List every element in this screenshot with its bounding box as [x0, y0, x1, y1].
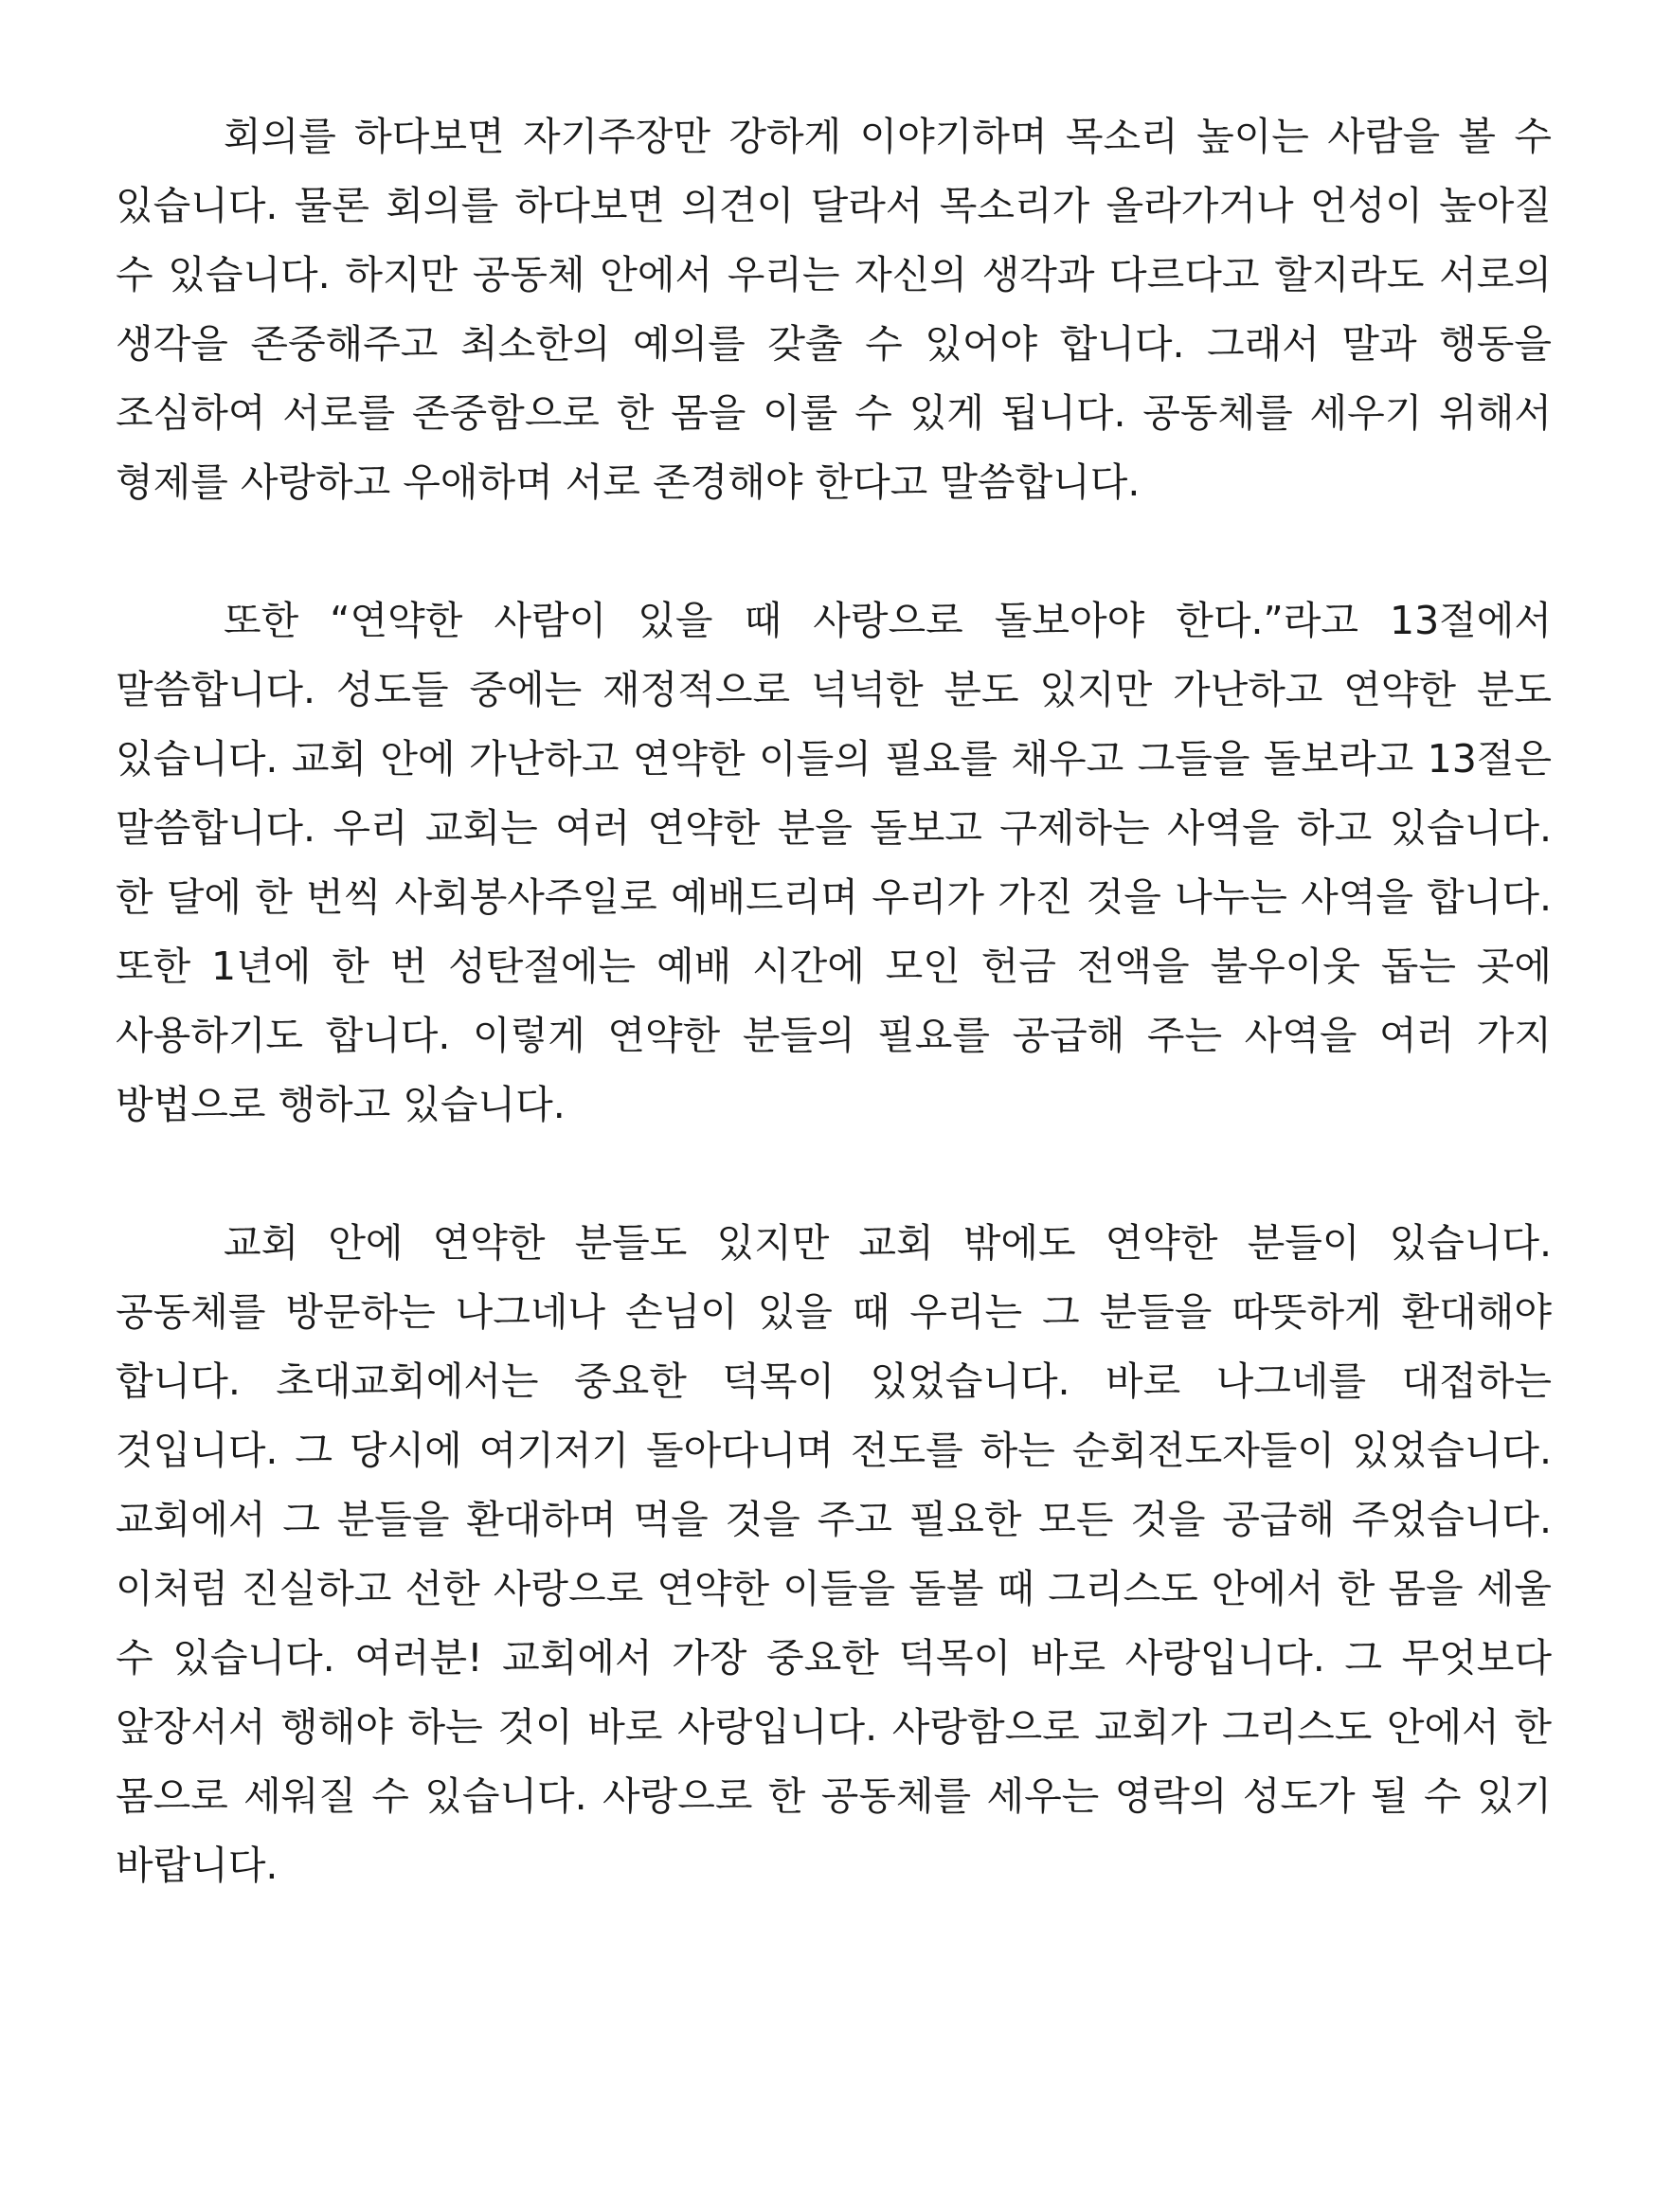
- paragraph-3: 교회 안에 연약한 분들도 있지만 교회 밖에도 연약한 분들이 있습니다. 공동체를 방문하는 나그네나 손님이 있을 때 우리는 그 분들을 따뜻하게 환대해야 합니다. 초대교회에서는 중요한 덕목이 있었습니다. 바로 나그네를 대접하는 것입니다. 그 당시에 여기저기 돌아다니며 전도를 하는 순회전도자들이 있었습니다. 교회에서 그 분들을 환대하며 먹을 것을 주고 필요한 모든 것을 공급해 주었습니다. 이처럼 진실하고 선한 사랑으로 연약한 이들을 돌볼 때 그리스도 안에서 한 몸을 세울 수 있습니다. 여러분! 교회에서 가장 중요한 덕목이 바로 사랑입니다. 그 무엇보다 앞장서서 행해야 하는 것이 바로 사랑입니다. 사랑함으로 교회가 그리스도 안에서 한 몸으로 세워질 수 있습니다. 사랑으로 한 공동체를 세우는 영락의 성도가 될 수 있기 바랍니다.: [116, 1220, 1552, 1888]
- document-body: [116, 102, 1552, 1900]
- paragraph-2: 또한 “연약한 사람이 있을 때 사랑으로 돌보아야 한다.”라고 13절에서 말씀합니다. 성도들 중에는 재정적으로 넉넉한 분도 있지만 가난하고 연약한 분도 있습니다. 교회 안에 가난하고 연약한 이들의 필요를 채우고 그들을 돌보라고 13절은 말씀합니다. 우리 교회는 여러 연약한 분을 돌보고 구제하는 사역을 하고 있습니다. 한 달에 한 번씩 사회봉사주일로 예배드리며 우리가 가진 것을 나누는 사역을 합니다. 또한 1년에 한 번 성탄절에는 예배 시간에 모인 헌금 전액을 불우이웃 돕는 곳에 사용하기도 합니다. 이렇게 연약한 분들의 필요를 공급해 주는 사역을 여러 가지 방법으로 행하고 있습니다.: [116, 598, 1552, 1127]
- paragraph-1: 회의를 하다보면 자기주장만 강하게 이야기하며 목소리 높이는 사람을 볼 수 있습니다. 물론 회의를 하다보면 의견이 달라서 목소리가 올라가거나 언성이 높아질 수 있습니다. 하지만 공동체 안에서 우리는 자신의 생각과 다르다고 할지라도 서로의 생각을 존중해주고 최소한의 예의를 갖출 수 있어야 합니다. 그래서 말과 행동을 조심하여 서로를 존중함으로 한 몸을 이룰 수 있게 됩니다. 공동체를 세우기 위해서 형제를 사랑하고 우애하며 서로 존경해야 한다고 말씀합니다.: [116, 114, 1552, 505]
